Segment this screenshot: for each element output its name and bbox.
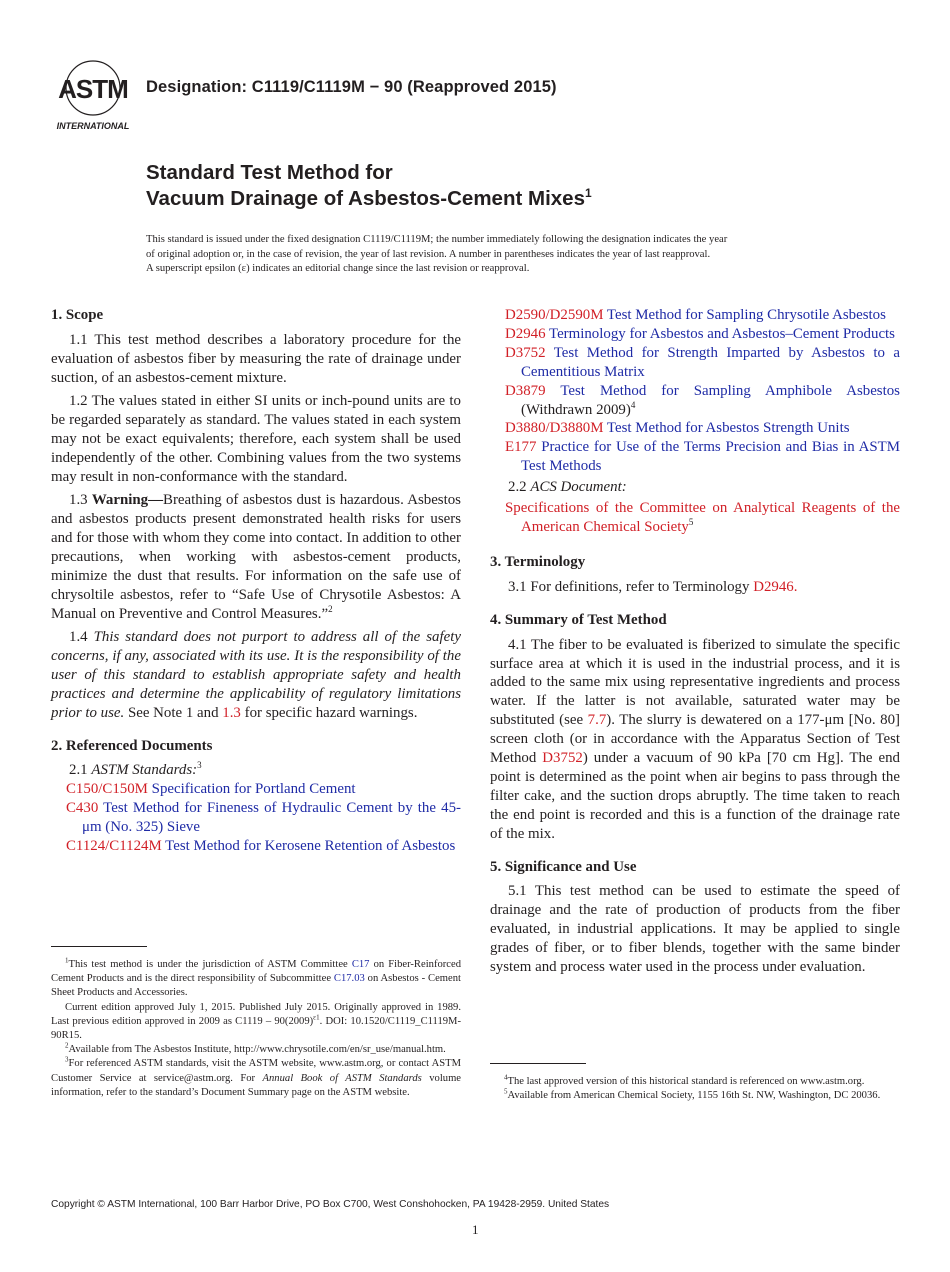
section-heading-significance: 5. Significance and Use (490, 858, 637, 875)
ref-code-link[interactable]: E177 (505, 439, 537, 456)
ref-title-link[interactable]: Test Method for Sampling Amphibole Asbestos (560, 382, 900, 399)
section-heading-summary: 4. Summary of Test Method (490, 611, 667, 628)
ref-code-link[interactable]: C430 (66, 800, 99, 817)
link-c17-03[interactable]: C17.03 (333, 973, 365, 985)
link-section-1-3[interactable]: 1.3 (222, 704, 241, 721)
paragraph-1-4: 1.4 This standard does not purport to address all of the safety concerns, if any, associated with its use. It is the responsibility of the user of this standard to establish appropriate safety and health practices and determine the applicability of regulatory limitations prior to use. See Note 1 and 1.3 for specific hazard warnings. (51, 629, 461, 721)
paragraph-2-2: 2.2 ACS Document: (508, 479, 627, 496)
footnote-3: $^3$For referenced ASTM standards, visit the ASTM website, www.astm.org, or contact ASTM Customer Service at service@astm.org. For Annual Book of ASTM Standards volume information, refer to the standard’s Document Summary page on the ASTM website. (51, 1055, 462, 1098)
logo-subtext: INTERNATIONAL (56, 121, 130, 131)
reference-item (490, 344, 900, 382)
footnote-mark[interactable]: 2 (328, 603, 333, 614)
ref-code-link[interactable]: D3879 (505, 382, 546, 399)
paragraph-3-1: 3.1 For definitions, refer to Terminology D2946. (508, 578, 798, 595)
title-line-1: Standard Test Method for (146, 161, 393, 184)
ref-code-link[interactable]: D2946 (505, 325, 546, 342)
reference-item (51, 780, 461, 799)
section-heading-referenced: 2. Referenced Documents (51, 737, 213, 754)
title-footnote-mark[interactable]: 1 (584, 186, 592, 201)
document-title (146, 160, 592, 212)
footnotes-right (490, 1075, 900, 1103)
reference-item (51, 799, 461, 837)
page-number: 1 (472, 1222, 479, 1237)
left-column (51, 306, 461, 856)
reference-item (490, 419, 900, 438)
link-section-7-7[interactable]: 7.7 (587, 712, 607, 729)
paragraph-5-1: 5.1 This test method can be used to estimate the speed of drainage and the rate of production of products from the fiber evaluated, in industrial applications. It may be applied to single grades of fiber, or to fiber blends, together with the same binder system and process water used in the process under evaluation. (490, 883, 900, 976)
footnote-5: $^5$Available from American Chemical Society, 1155 16th St. NW, Washington, DC 20036. (504, 1087, 881, 1102)
copyright-notice: Copyright © ASTM International, 100 Barr Harbor Drive, PO Box C700, West Conshohocken, PA 19428-2959. United States (51, 1199, 610, 1210)
section-heading-scope: 1. Scope (51, 307, 104, 323)
ref-title-link[interactable]: Terminology for Asbestos and Asbestos–Cement Products (549, 325, 895, 342)
link-d2946[interactable]: D2946. (753, 578, 798, 595)
warning-label: Warning— (91, 492, 164, 509)
right-column (490, 306, 900, 982)
logo-mark-text: ASTM (58, 74, 128, 104)
footnote-1: $^1$This test method is under the jurisdiction of ASTM Committee C17 on Fiber-Reinforced Cement Products and is the direct responsibility of Subcommittee C17.03 on Asbestos - Cement Sheet Products and Accessories. (51, 956, 461, 999)
footnotes-left (51, 958, 461, 1100)
designation: Designation: C1119/C1119M − 90 (Reapproved 2015) (146, 78, 557, 96)
paragraph-1-2: 1.2 The values stated in either SI units or inch-pound units are to be regarded separately as standard. The values stated in each system may not be exact equivalents; therefore, each system shall be used independently of the other. Combining values from the two systems may result in non-conformance with the standard. (51, 393, 461, 485)
astm-logo (52, 58, 134, 132)
link-c17[interactable]: C17 (351, 959, 370, 970)
ref-title-link[interactable]: Practice for Use of the Terms Precision and Bias in ASTM Test Methods (521, 439, 900, 475)
paragraph-1-3: 1.3 Warning—Breathing of asbestos dust is hazardous. Asbestos and asbestos products present demonstrated health risks for users and for those with whom they come into contact. In addition to other precautions, when working with asbestos-cement products, minimize the dust that results. For information on the safe use of chrysoltile asbestos, refer to “Safe Use of Chrysotile Asbestos: A Manual on Preventive and Control Measures.”$^2$ (51, 492, 461, 622)
ref-code-link[interactable]: D2590/D2590M (505, 307, 604, 323)
ref-title-link[interactable]: Test Method for Strength Imparted by Asbestos to a Cementitious Matrix (521, 344, 900, 380)
footnote-4: $^4$The last approved version of this historical standard is referenced on www.astm.org. (504, 1073, 865, 1087)
paragraph-2-1: 2.1 ASTM Standards:$^3$ (69, 760, 202, 779)
footnote-rule (51, 946, 147, 947)
section-heading-terminology: 3. Terminology (490, 553, 586, 570)
ref-code-link[interactable]: C150/C150M (66, 781, 148, 798)
acs-reference: Specifications of the Committee on Analytical Reagents of the American Chemical Society$^5$ (505, 500, 900, 535)
reference-item (490, 438, 900, 476)
paragraph-1-1: 1.1 This test method describes a laboratory procedure for the evaluation of asbestos fiber by measuring the rate of drainage under suction, of an asbestos-cement mixture. (51, 331, 461, 386)
ref-code-link[interactable]: D3880/D3880M (505, 420, 604, 437)
ref-code-link[interactable]: D3752 (505, 344, 546, 361)
ref-title-link[interactable]: Test Method for Sampling Chrysotile Asbestos (606, 307, 886, 323)
footnote-rule (490, 1063, 586, 1064)
reference-item (490, 306, 900, 325)
footnote-1-edition: Current edition approved July 1, 2015. Published July 2015. Originally approved in 1989. Last previous edition approved in 2009 as $C1119 - 90(2009)^{\varepsilon 1}$. DOI: 10.1520/C1119_C1119M-90R15. (51, 1001, 461, 1042)
ref-code-link[interactable]: C1124/C1124M (66, 838, 162, 855)
ref-title-link[interactable]: Test Method for Fineness of Hydraulic Cement by the 45-μm (No. 325) Sieve (82, 800, 461, 836)
reference-item: D3879 Test Method for Sampling Amphibole Asbestos (Withdrawn 2009)$^4$ (505, 382, 900, 418)
reference-item (51, 837, 461, 856)
reference-item (490, 325, 900, 344)
acs-reference-link[interactable]: Specifications of the Committee on Analytical Reagents of the American Chemical Society (505, 500, 900, 535)
footnote-2: $^2$Available from The Asbestos Institute, http://www.chrysotile.com/en/sr_use/manual.htm. (65, 1041, 446, 1056)
title-line-2: Vacuum Drainage of Asbestos-Cement Mixes$^1$ (146, 186, 592, 210)
preamble: This standard is issued under the fixed designation C1119/C1119M; the number immediately following the designation indicates the year of original adoption or, in the case of revision, the year of last revision. A number in parentheses indicates the year of last reapproval. A superscript epsilon (ε) indicates an editorial change since the last revision or reapproval. (146, 234, 728, 274)
link-d3752[interactable]: D3752 (542, 750, 583, 767)
ref-title-link[interactable]: Test Method for Kerosene Retention of Asbestos (165, 838, 456, 855)
paragraph-4-1: 4.1 The fiber to be evaluated is fiberized to simulate the specific surface area at which it is used in the industrial process, and it is added to the same mix using representative ingredients and process water. If the latter is not available, saturated water may be substituted (see 7.7). The slurry is dewatered on a 177-μm [No. 80] screen cloth (or in accordance with the Apparatus Section of Test Method D3752) under a vacuum of 90 kPa [70 cm Hg]. The end point is determined as the point when air begins to pass through the filter cake, and the suction drops abruptly. The time taken to reach the end point is recorded and this is a function of the drainage rate of the mix. (490, 636, 900, 842)
ref-title-link[interactable]: Test Method for Asbestos Strength Units (606, 420, 850, 437)
ref-title-link[interactable]: Specification for Portland Cement (151, 781, 356, 798)
